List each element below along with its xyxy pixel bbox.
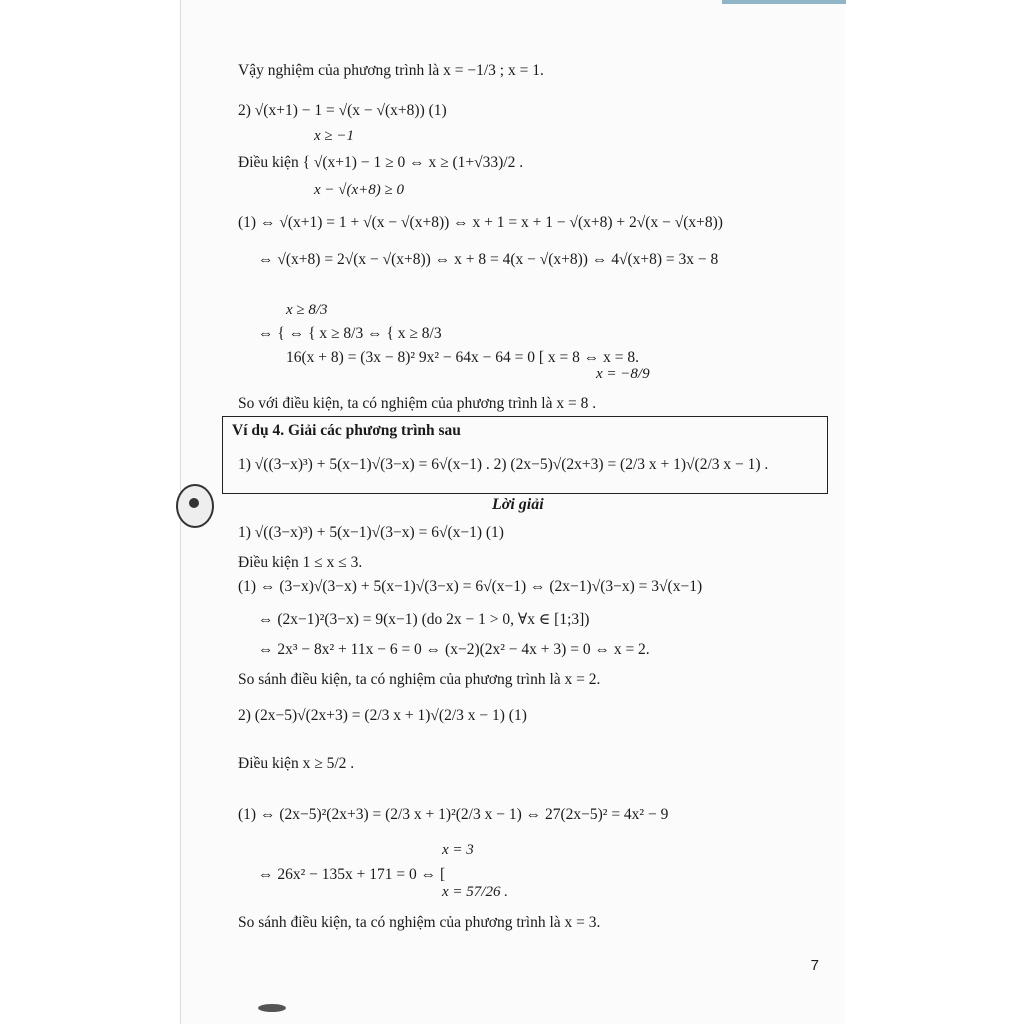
publisher-logo [176,484,214,528]
equation-line: (1) ⇔ (2x−5)²(2x+3) = (2/3 x + 1)²(2/3 x − 1) ⇔ 27(2x−5)² = 4x² − 9 [238,806,669,823]
equation-line: 2) (2x−5)√(2x+3) = (2/3 x + 1)√(2/3 x − 1) (1) [238,707,527,724]
condition-line: x ≥ −1 [314,128,355,144]
equation-line: ⇔ 26x² − 135x + 171 = 0 ⇔ [ [258,866,446,883]
condition-line: x − √(x+8) ≥ 0 [314,182,405,198]
equation-line: (1) ⇔ √(x+1) = 1 + √(x − √(x+8)) ⇔ x + 1 = x + 1 − √(x+8) + 2√(x − √(x+8)) [238,214,723,231]
page-number: 7 [810,957,819,974]
text-line: Điều kiện x ≥ 5/2 . [238,755,355,772]
text-line: So sánh điều kiện, ta có nghiệm của phương trình là x = 3. [238,914,601,931]
solution-heading: Lời giải [492,496,544,513]
system-line: ⇔ { ⇔ { x ≥ 8/3 ⇔ { x ≥ 8/3 [258,325,442,342]
equation-line: 1) √((3−x)³) + 5(x−1)√(3−x) = 6√(x−1) (1) [238,524,504,541]
text-line: So sánh điều kiện, ta có nghiệm của phương trình là x = 2. [238,671,601,688]
equation-line: ⇔ √(x+8) = 2√(x − √(x+8)) ⇔ x + 8 = 4(x − √(x+8)) ⇔ 4√(x+8) = 3x − 8 [258,251,719,268]
root-line: x = 57/26 . [442,884,508,900]
system-line: x ≥ 8/3 [286,302,328,318]
equation-line: ⇔ 2x³ − 8x² + 11x − 6 = 0 ⇔ (x−2)(2x² − 4x + 3) = 0 ⇔ x = 2. [258,641,650,658]
system-line: x = −8/9 [596,366,650,382]
text-line: Điều kiện 1 ≤ x ≤ 3. [238,554,363,571]
root-line: x = 3 [442,842,474,858]
system-line: 16(x + 8) = (3x − 8)² 9x² − 64x − 64 = 0 [ x = 8 ⇔ x = 8. [286,349,640,366]
example-heading: Ví dụ 4. Giải các phương trình sau [232,422,461,439]
equation-line: 2) √(x+1) − 1 = √(x − √(x+8)) (1) [238,102,447,119]
text-line: So với điều kiện, ta có nghiệm của phương trình là x = 8 . [238,395,597,412]
top-edge-strip [722,0,846,4]
condition-line: Điều kiện { √(x+1) − 1 ≥ 0 ⇔ x ≥ (1+√33)/2 . [238,154,524,171]
scan-smudge [258,1004,286,1012]
equation-line: (1) ⇔ (3−x)√(3−x) + 5(x−1)√(3−x) = 6√(x−1) ⇔ (2x−1)√(3−x) = 3√(x−1) [238,578,703,595]
example-problems: 1) √((3−x)³) + 5(x−1)√(3−x) = 6√(x−1) . 2) (2x−5)√(2x+3) = (2/3 x + 1)√(2/3 x − 1) . [238,456,769,473]
text-line: Vậy nghiệm của phương trình là x = −1/3 ; x = 1. [238,62,544,79]
equation-line: ⇔ (2x−1)²(3−x) = 9(x−1) (do 2x − 1 > 0, ∀x ∈ [1;3]) [258,611,590,628]
